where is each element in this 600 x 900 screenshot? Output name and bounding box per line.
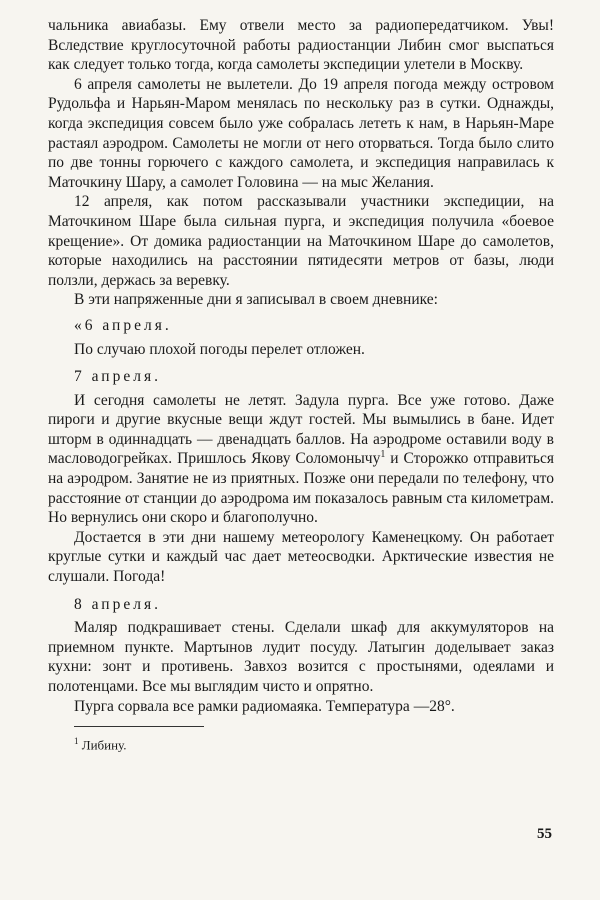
paragraph-6-part-b: и Сторожко отправиться на аэродром. Занятие не из приятных. Позже они передали по телефону, что расстояние от станции до аэродрома им показалось равным ста километрам. Но вернулись они скоро и благополучно. (48, 450, 554, 527)
paragraph-9: Пурга сорвала все рамки радиомаяка. Температура —28°. (74, 697, 455, 715)
paragraph-5: По случаю плохой погоды перелет отложен. (74, 340, 365, 358)
diary-date-6-april: «6 апреля. (74, 316, 172, 334)
footnote-mark: 1 (74, 736, 79, 747)
paragraph-6-part-a: И сегодня самолеты не летят. Задула пурга. Все уже готово. Даже пироги и другие вкусные вещи ждут гостей. Мы вымылись в бане. Идет шторм в одиннадцать — двенадцать баллов. На аэродроме оставили воду в масловодогрейках. Пришлось Якову Соломонычу (48, 391, 554, 468)
paragraph-1: чальника авиабазы. Ему отвели место за радиопередатчиком. Увы! Вследствие круглосуточной работы радиостанции Либин смог выспаться как следует только тогда, когда самолеты экспедиции улетели в Москву. (48, 17, 554, 74)
paragraph-2: 6 апреля самолеты не вылетели. До 19 апреля погода между островом Рудольфа и Нарьян-Маром менялась по нескольку раз в сутки. Однажды, когда экспедиция совсем было уже собралась лететь к нам, в Нарьян-Маре растаял аэродром. Самолеты не могли от него оторваться. Тогда было слито по две тонны горючего с каждого самолета, и экспедиция направилась к Маточкину Шару, а самолет Головина — на мыс Желания. (48, 75, 554, 191)
paragraph-7: Достается в эти дни нашему метеорологу Каменецкому. Он работает круглые сутки и каждый час дает метеосводки. Арктические известия не слушали. Погода! (48, 528, 554, 586)
diary-date-7-april: 7 апреля. (74, 368, 161, 386)
paragraph-6 (48, 391, 554, 528)
paragraph-4: В эти напряженные дни я записывал в своем дневнике: (74, 291, 438, 309)
page-number: 55 (537, 826, 552, 842)
diary-date-8-april: 8 апреля. (74, 595, 161, 613)
footnote (74, 733, 554, 753)
footnote-reference: 1 (380, 449, 386, 461)
paragraph-3: 12 апреля, как потом рассказывали участники экспедиции, на Маточкином Шаре была сильная пурга, и экспедиция получила «боевое крещение». От домика радиостанции на Маточкином Шаре до самолетов, которые находились на расстоянии пятидесяти метров от базы, люди ползли, держась за веревку. (48, 193, 554, 289)
paragraph-8: Маляр подкрашивает стены. Сделали шкаф для аккумуляторов на приемном пункте. Мартынов лудит посуду. Латыгин доделывает заказ кухни: зонт и противень. Завхоз возится с простынями, одеялами и полотенцами. Все мы выглядим чисто и опрятно. (48, 619, 554, 695)
footnote-divider (74, 726, 204, 727)
footnote-text: Либину. (78, 737, 127, 753)
